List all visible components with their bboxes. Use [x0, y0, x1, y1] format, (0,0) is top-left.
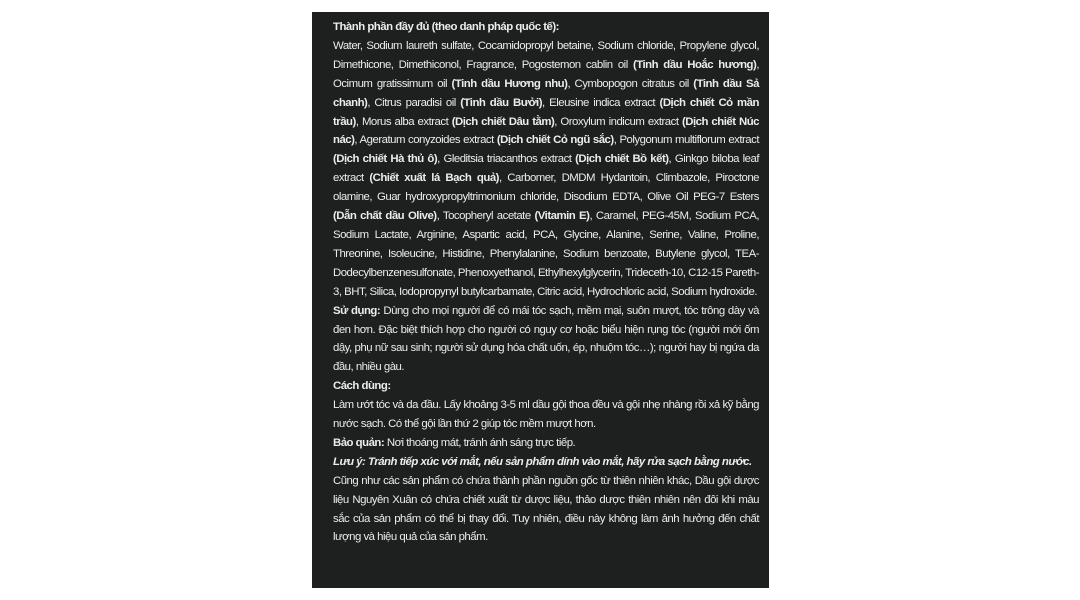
- ingredients-heading: Thành phần đầy đủ (theo danh pháp quốc tế):: [333, 21, 559, 33]
- ingredient-vietnamese-name: (Tinh dầu Hương nhu): [451, 77, 568, 90]
- ingredient-inci-names: , Ocimum gratissimum oil: [333, 58, 759, 90]
- ingredient-inci-names: , Caramel, PEG-45M, Sodium PCA, Sodium Lactate, Arginine, Aspartic acid, PCA, Glycine, Alanine, Serine, Valine, Proline, Threonine, Isoleucine, Histidine, Phenylalanine, Sodium benzoate, Butylene glycol, TEA-Dodecylbenzenesulfonate, Phenoxyethanol, Ethylhexylglycerin, Trideceth-10, C12-15 Pareth-3, BHT, Silica, Iodopropynyl butylcarbamate, Citric acid, Hydrochloric acid, Sodium hydroxide.: [333, 210, 759, 298]
- storage-heading: Bảo quản:: [333, 436, 385, 449]
- ingredient-inci-names: , Carbomer, DMDM Hydantoin, Climbazole, Piroctone olamine, Guar hydroxypropyltrimonium chloride, Disodium EDTA, Olive Oil PEG-7 Esters: [333, 172, 759, 204]
- ingredient-inci-names: , Oroxylum indicum extract: [554, 115, 682, 128]
- directions-text: Làm ướt tóc và da đầu. Lấy khoảng 3-5 ml dầu gội thoa đều và gội nhẹ nhàng rồi xả kỹ bằng nước sạch. Có thể gội lần thứ 2 giúp tóc mềm mượt hơn.: [333, 399, 759, 431]
- ingredient-inci-names: , Ginkgo biloba leaf extract: [333, 153, 759, 185]
- ingredients-list: [333, 37, 759, 302]
- product-label-panel: [312, 12, 769, 588]
- ingredient-inci-names: , Polygonum multiflorum extract: [613, 134, 759, 147]
- ingredient-vietnamese-name: (Tinh dầu Sả chanh): [333, 77, 759, 109]
- ingredient-inci-names: , Gleditsia triacanthos extract: [437, 153, 576, 166]
- directions-heading: Cách dùng:: [333, 380, 391, 393]
- ingredient-inci-names: , Morus alba extract: [355, 115, 452, 128]
- ingredient-vietnamese-name: (Dịch chiết Núc nác): [333, 115, 759, 147]
- ingredient-vietnamese-name: (Tinh dầu Bưởi): [460, 96, 543, 109]
- ingredient-vietnamese-name: (Dịch chiết Cỏ mần trầu): [333, 96, 759, 128]
- storage-section: [333, 434, 759, 453]
- ingredient-vietnamese-name: (Dẫn chất dầu Olive): [333, 210, 437, 223]
- usage-section: [333, 302, 759, 378]
- storage-text: Nơi thoáng mát, tránh ánh sáng trực tiếp.: [384, 436, 576, 449]
- ingredient-inci-names: , Tocopheryl acetate: [436, 210, 535, 223]
- usage-text: Dùng cho mọi người để có mái tóc sạch, mềm mại, suôn mượt, tóc trông dày và đen hơn. Đặc biệt thích hợp cho người có nguy cơ hoặc biểu hiện rụng tóc (người mới ốm dậy, phụ nữ sau sinh; người sử dụng hóa chất uốn, ép, nhuộm tóc…); người hay bị ngứa da đầu, nhiều gàu.: [333, 304, 759, 374]
- ingredient-vietnamese-name: (Dịch chiết Dâu tằm): [451, 115, 555, 128]
- ingredient-inci-names: Water, Sodium laureth sulfate, Cocamidopropyl betaine, Sodium chloride, Propylene glycol, Dimethicone, Dimethiconol, Fragrance, Pogostemon cablin oil: [333, 39, 759, 71]
- natural-ingredients-note: Cũng như các sản phẩm có chứa thành phần nguồn gốc từ thiên nhiên khác, Dầu gội dược liệu Nguyên Xuân có chứa chiết xuất từ dược liệu, thảo dược thiên nhiên nên đôi khi màu sắc của sản phẩm có thể bị thay đổi. Tuy nhiên, điều này không làm ảnh hưởng đến chất lượng và hiệu quả của sản phẩm.: [333, 474, 759, 544]
- ingredient-vietnamese-name: (Dịch chiết Cỏ ngũ sắc): [496, 134, 614, 147]
- ingredient-vietnamese-name: (Chiết xuất lá Bạch quả): [369, 172, 499, 185]
- ingredient-inci-names: , Ageratum conyzoides extract: [354, 134, 497, 147]
- ingredient-inci-names: , Citrus paradisi oil: [367, 96, 461, 109]
- ingredient-vietnamese-name: (Dịch chiết Bồ kết): [575, 153, 669, 166]
- usage-heading: Sử dụng:: [333, 304, 381, 317]
- ingredient-inci-names: , Cymbopogon citratus oil: [567, 77, 694, 90]
- warning-text: Lưu ý: Tránh tiếp xúc với mắt, nếu sản phẩm dính vào mắt, hãy rửa sạch bằng nước.: [333, 455, 752, 468]
- ingredient-inci-names: , Eleusine indica extract: [542, 96, 660, 109]
- ingredient-vietnamese-name: (Dịch chiết Hà thủ ô): [333, 153, 438, 166]
- ingredient-vietnamese-name: (Tinh dầu Hoắc hương): [632, 58, 757, 71]
- ingredient-vietnamese-name: (Vitamin E): [534, 210, 590, 223]
